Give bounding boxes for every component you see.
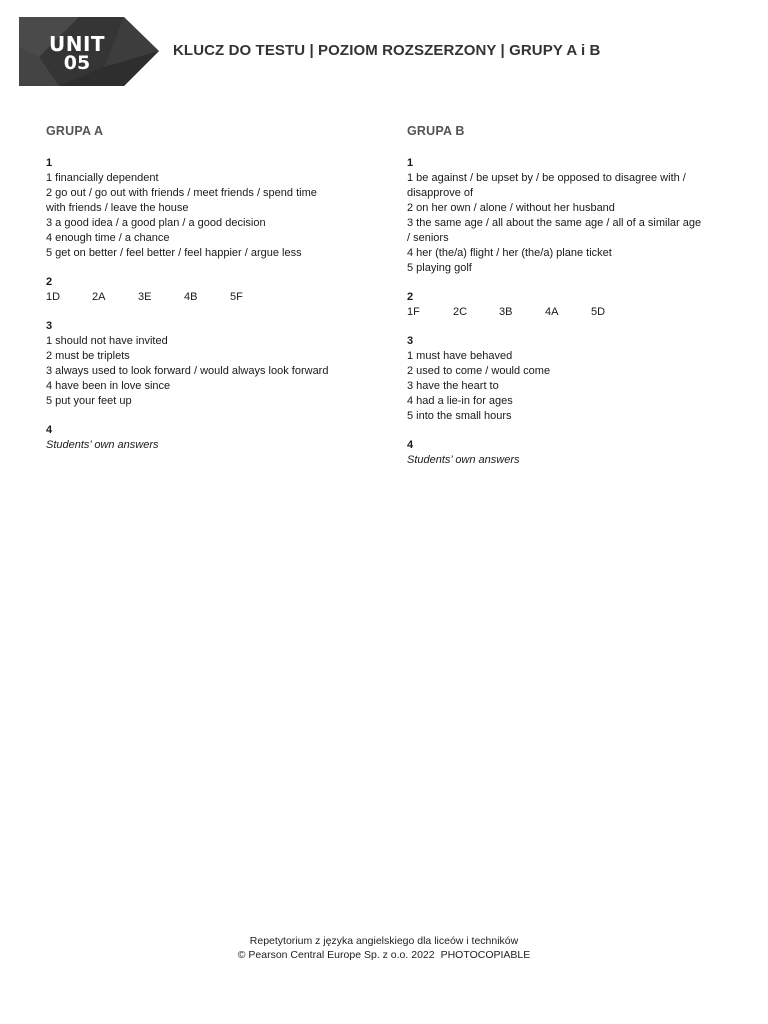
match-item: 1F xyxy=(407,306,420,318)
match-item: 2A xyxy=(92,291,106,303)
answer-line: Students’ own answers xyxy=(46,439,159,451)
answer-line: / seniors xyxy=(407,232,449,244)
answer-line: 3 the same age / all about the same age / all of a similar age xyxy=(407,217,702,229)
page-footer xyxy=(0,934,768,962)
group-b-section-4 xyxy=(407,438,737,468)
unit-number: 05 xyxy=(63,52,91,74)
match-item: 4A xyxy=(545,306,559,318)
group-b-heading: GRUPA B xyxy=(407,124,465,138)
section-number: 2 xyxy=(407,291,414,303)
answer-line: 1 must have behaved xyxy=(407,350,513,362)
group-a-section-2 xyxy=(46,275,366,305)
section-number: 4 xyxy=(46,424,53,436)
group-a-section-4 xyxy=(46,423,366,453)
answer-line: Students’ own answers xyxy=(407,454,520,466)
answer-line: 4 had a lie-in for ages xyxy=(407,395,513,407)
unit-badge-text xyxy=(49,32,106,74)
answer-line: 2 used to come / would come xyxy=(407,365,551,377)
answer-line: 3 always used to look forward / would always look forward xyxy=(46,365,329,377)
answer-line: 5 playing golf xyxy=(407,262,472,274)
footer-copyright-line xyxy=(0,948,768,962)
match-answers xyxy=(407,305,737,320)
group-b-section-1 xyxy=(407,156,737,276)
section-number: 2 xyxy=(46,276,53,288)
footer-photocopiable: PHOTOCOPIABLE xyxy=(440,949,531,961)
match-item: 2C xyxy=(453,306,468,318)
answer-line: 1 be against / be upset by / be opposed to disagree with / xyxy=(407,172,686,184)
section-number: 1 xyxy=(46,157,53,169)
match-item: 3B xyxy=(499,306,513,318)
answer-line: 2 go out / go out with friends / meet friends / spend time xyxy=(46,187,317,199)
match-item: 5D xyxy=(591,306,606,318)
answer-line: disapprove of xyxy=(407,187,474,199)
group-b-section-2 xyxy=(407,290,737,320)
answer-line: 2 on her own / alone / without her husband xyxy=(407,202,615,214)
answer-line: 5 get on better / feel better / feel happier / argue less xyxy=(46,247,302,259)
unit-label: UNIT xyxy=(49,32,106,56)
footer-title: Repetytorium z języka angielskiego dla liceów i techników xyxy=(249,935,519,947)
answer-line: 5 put your feet up xyxy=(46,395,132,407)
answer-line: 5 into the small hours xyxy=(407,410,512,422)
match-item: 4B xyxy=(184,291,198,303)
answer-line: 3 a good idea / a good plan / a good decision xyxy=(46,217,266,229)
answer-line: 1 should not have invited xyxy=(46,335,168,347)
footer-copyright: © Pearson Central Europe Sp. z o.o. 2022 xyxy=(237,949,435,961)
match-item: 1D xyxy=(46,291,61,303)
answer-line: 4 her (the/a) flight / her (the/a) plane ticket xyxy=(407,247,612,259)
group-b-section-3 xyxy=(407,334,737,424)
answer-line: 1 financially dependent xyxy=(46,172,159,184)
page-title: KLUCZ DO TESTU | POZIOM ROZSZERZONY | GRUPY A i B xyxy=(173,42,601,59)
answer-line: with friends / leave the house xyxy=(46,202,189,214)
group-a-section-3 xyxy=(46,319,366,409)
section-number: 4 xyxy=(407,439,414,451)
section-number: 1 xyxy=(407,157,414,169)
section-number: 3 xyxy=(46,320,53,332)
answer-line: 4 have been in love since xyxy=(46,380,171,392)
match-item: 5F xyxy=(230,291,243,303)
group-a-column xyxy=(46,124,366,467)
match-answers xyxy=(46,290,366,305)
section-number: 3 xyxy=(407,335,414,347)
match-item: 3E xyxy=(138,291,152,303)
answer-line: 2 must be triplets xyxy=(46,350,130,362)
group-a-section-1 xyxy=(46,156,366,261)
group-a-heading: GRUPA A xyxy=(46,124,104,138)
answer-line: 3 have the heart to xyxy=(407,380,499,392)
group-b-column xyxy=(407,124,737,482)
answer-line: 4 enough time / a chance xyxy=(46,232,170,244)
unit-badge xyxy=(19,17,159,86)
